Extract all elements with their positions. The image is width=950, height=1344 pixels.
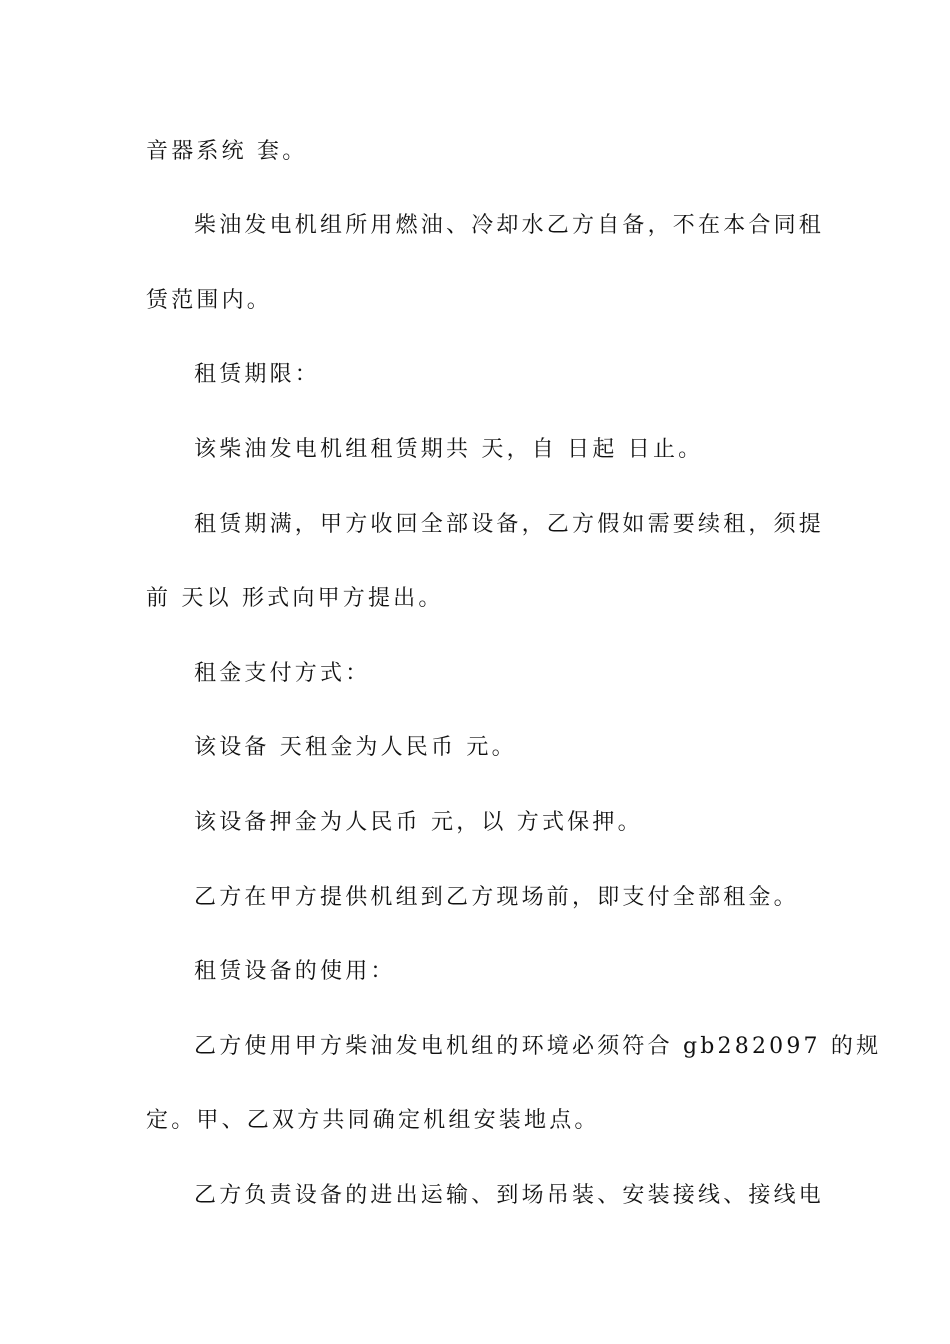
paragraph-line: 乙方使用甲方柴油发电机组的环境必须符合 gb282097 的规 [194, 1034, 882, 1059]
paragraph-line: 该柴油发电机组租赁期共 天，自 日起 日止。 [194, 437, 704, 462]
section-heading: 租金支付方式： [194, 661, 371, 686]
paragraph-line: 该设备 天租金为人民币 元。 [194, 735, 517, 760]
paragraph-line: 租赁期满，甲方收回全部设备，乙方假如需要续租，须提 [194, 512, 825, 537]
paragraph-line: 乙方负责设备的进出运输、到场吊装、安装接线、接线电 [194, 1183, 825, 1208]
section-heading: 租赁期限： [194, 362, 321, 387]
paragraph-line: 该设备押金为人民币 元，以 方式保押。 [194, 810, 643, 835]
paragraph-line: 柴油发电机组所用燃油、冷却水乙方自备，不在本合同租 [194, 213, 825, 238]
text-line: 前 天以 形式向甲方提出。 [146, 586, 444, 611]
text-line: 赁范围内。 [146, 288, 273, 313]
text-line: 定。甲、乙双方共同确定机组安装地点。 [146, 1108, 600, 1133]
section-heading: 租赁设备的使用： [194, 959, 396, 984]
paragraph-line: 乙方在甲方提供机组到乙方现场前，即支付全部租金。 [194, 885, 799, 910]
text-line: 音器系统 套。 [146, 139, 308, 164]
